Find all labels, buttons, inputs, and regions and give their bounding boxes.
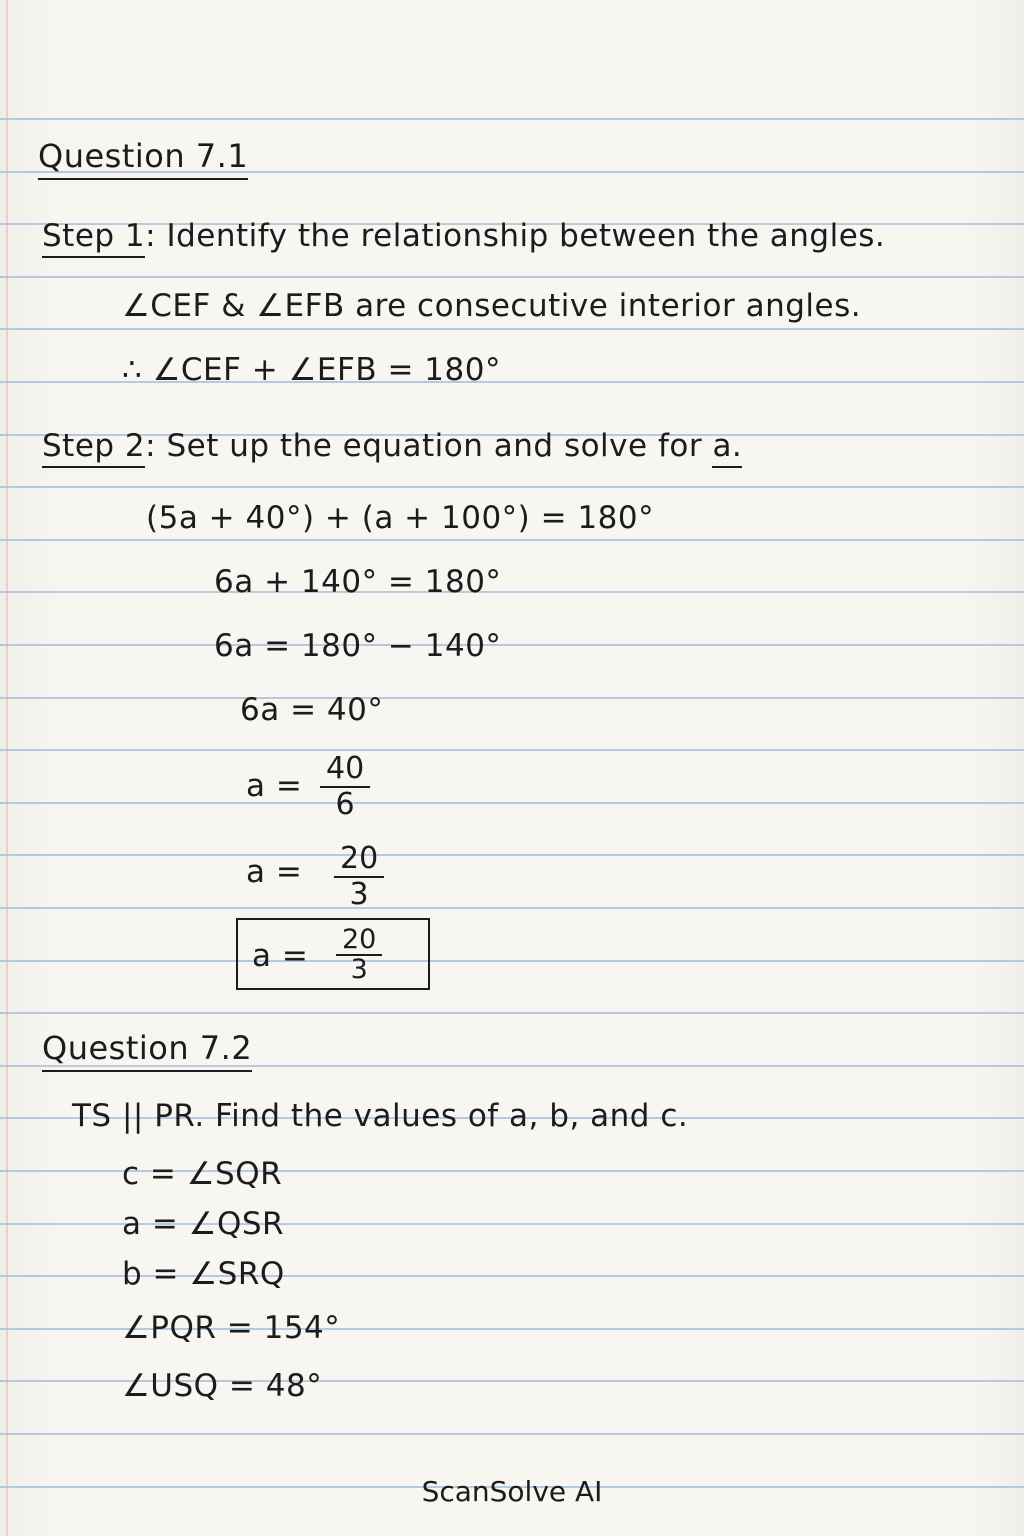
given-line: a = ∠QSR [122,1206,285,1242]
fraction-numerator: 20 [336,926,382,956]
ruled-line [0,1012,1024,1014]
equation-5-fraction [320,752,370,822]
ruled-line [0,1433,1024,1435]
step-2-variable: a. [712,428,742,468]
ruled-line [0,486,1024,488]
ruled-line [0,802,1024,804]
margin-line [6,0,8,1536]
ruled-line [0,539,1024,541]
ruled-line [0,328,1024,330]
ruled-line [0,749,1024,751]
question-7-1-title: Question 7.1 [38,136,248,180]
equation-6-fraction [334,842,384,912]
equation-6-lhs: a = [246,854,303,890]
final-answer-fraction [336,926,382,984]
equation-4: 6a = 40° [240,692,384,728]
fraction-denominator: 3 [349,877,369,912]
ruled-line [0,118,1024,120]
equation-1: (5a + 40°) + (a + 100°) = 180° [146,500,655,536]
step-1-line [42,216,885,256]
ruled-line [0,697,1024,699]
step-1-conclusion: ∴ ∠CEF + ∠EFB = 180° [122,352,501,388]
ruled-line [0,591,1024,593]
given-line: ∠USQ = 48° [122,1368,323,1404]
ruled-line [0,960,1024,962]
equation-3: 6a = 180° − 140° [214,628,502,664]
ruled-line [0,276,1024,278]
final-answer-lhs: a = [252,938,309,974]
step-1-text: : Identify the relationship between the angles. [145,218,886,254]
given-line: ∠PQR = 154° [122,1310,341,1346]
step-1-statement: ∠CEF & ∠EFB are consecutive interior angles. [122,288,862,324]
fraction-denominator: 3 [350,954,368,985]
question-7-2-prompt: TS || PR. Find the values of a, b, and c. [72,1098,689,1134]
equation-5-lhs: a = [246,768,303,804]
question-7-2-title: Question 7.2 [42,1028,252,1072]
step-2-text: : Set up the equation and solve for [145,428,703,464]
fraction-denominator: 6 [335,787,355,822]
given-line: b = ∠SRQ [122,1256,285,1292]
ruled-line [0,854,1024,856]
given-line: c = ∠SQR [122,1156,283,1192]
step-2-line [42,426,742,466]
ruled-line [0,644,1024,646]
fraction-numerator: 40 [320,752,370,788]
fraction-numerator: 20 [334,842,384,878]
ruled-line [0,907,1024,909]
step-2-label: Step 2 [42,428,145,468]
footer-watermark: ScanSolve AI [421,1475,603,1508]
equation-2: 6a + 140° = 180° [214,564,502,600]
step-1-label: Step 1 [42,218,145,258]
